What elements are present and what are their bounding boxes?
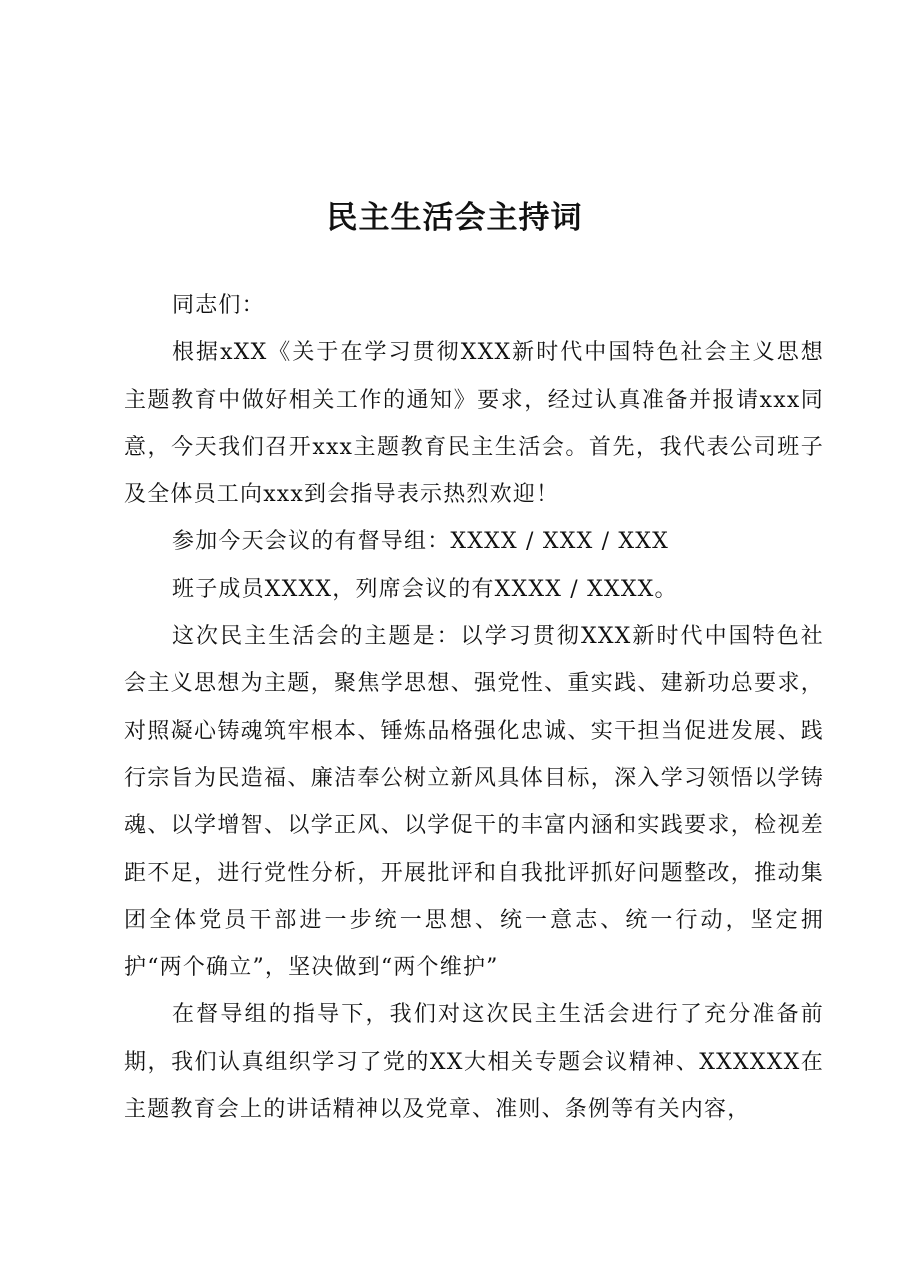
paragraph-greeting: 同志们：: [172, 293, 265, 318]
document-title: 民主生活会主持词: [326, 200, 583, 236]
paragraph-supervision-group: 参加今天会议的有督导组：XXXX / XXX / XXX: [172, 529, 670, 555]
paragraph-members: 班子成员XXXX，列席会议的有XXXX / XXXX。: [172, 576, 678, 602]
paragraph-preparation: 在督导组的指导下，我们对这次民主生活会进行了充分准备前期，我们认真组织学习了党的XX大相关专题会议精神、XXXXXX在主题教育会上的讲话精神以及党章、准则、条例等有关内容，: [124, 1002, 824, 1123]
paragraph-opening: 根据xXX《关于在学习贯彻XXX新时代中国特色社会主义思想主题教育中做好相关工作的通知》要求，经过认真准备并报请xxx同意，今天我们召开xxx主题教育民主生活会。首先，我代表公司班子及全体员工向xxx到会指导表示热烈欢迎！: [124, 340, 824, 508]
document-body: [124, 282, 824, 1133]
paragraph-theme: 这次民主生活会的主题是：以学习贯彻XXX新时代中国特色社会主义思想为主题，聚焦学思想、强党性、重实践、建新功总要求，对照凝心铸魂筑牢根本、锤炼品格强化忠诚、实干担当促进发展、践行宗旨为民造福、廉洁奉公树立新风具体目标，深入学习领悟以学铸魂、以学增智、以学正风、以学促干的丰富内涵和实践要求，检视差距不足，进行党性分析，开展批评和自我批评抓好问题整改，推动集团全体党员干部进一步统一思想、统一意志、统一行动，坚定拥护“两个确立”，坚决做到“两个维护”: [124, 624, 824, 981]
